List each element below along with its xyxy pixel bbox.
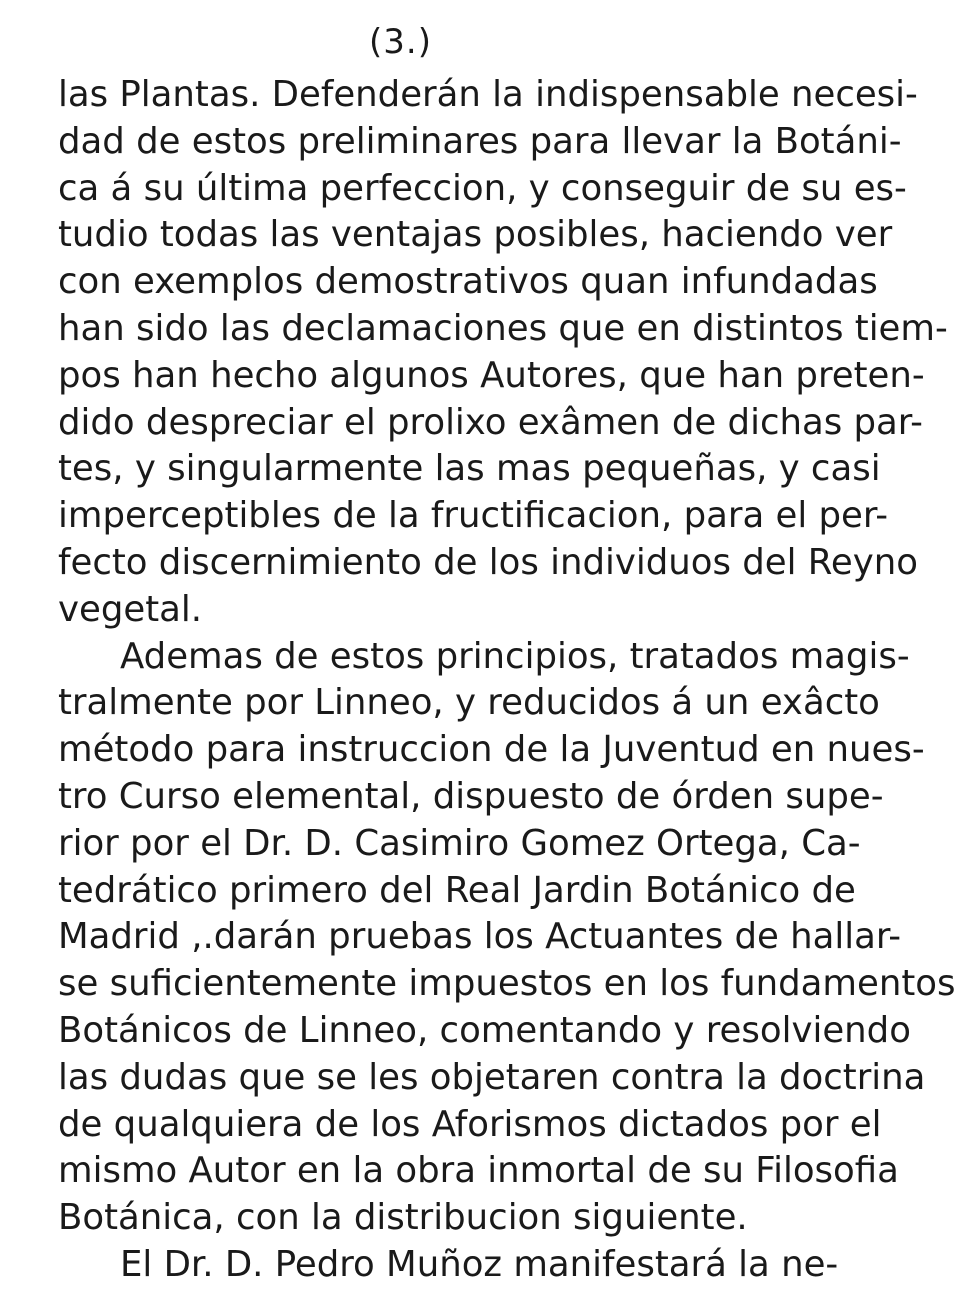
- text-line: tedrático primero del Real Jardin Botánico de: [58, 869, 856, 911]
- text-line: imperceptibles de la fructificacion, para el per-: [58, 495, 889, 537]
- text-line: dido despreciar el prolixo exâmen de dichas par-: [58, 401, 923, 443]
- text-line: tralmente por Linneo, y reducidos á un exâcto: [58, 682, 880, 724]
- text-line: con exemplos demostrativos quan infundadas: [58, 261, 878, 303]
- paragraph-end-line: Botánica, con la distribucion siguiente.: [58, 1197, 748, 1239]
- text-line: rior por el Dr. D. Casimiro Gomez Ortega, Ca-: [58, 822, 861, 864]
- text-line: las Plantas. Defenderán la indispensable necesi-: [58, 74, 918, 115]
- text-line: tro Curso elemental, dispuesto de órden supe-: [58, 775, 884, 817]
- text-line: ca á su última perfeccion, y conseguir de su es-: [58, 167, 907, 209]
- text-line: Botánicos de Linneo, comentando y resolviendo: [58, 1009, 911, 1051]
- text-line: de qualquiera de los Aforismos dictados por el: [58, 1103, 882, 1145]
- text-line: mismo Autor en la obra inmortal de su Filosofia: [58, 1150, 899, 1192]
- text-line: dad de estos preliminares para llevar la Botáni-: [58, 120, 902, 162]
- text-line: método para instruccion de la Juventud en nues-: [58, 729, 925, 771]
- paragraph-end-line: vegetal.: [58, 588, 203, 630]
- text-line: tes, y singularmente las mas pequeñas, y casi: [58, 448, 881, 490]
- paragraph-first-line: El Dr. D. Pedro Muñoz manifestará la ne-: [120, 1243, 839, 1285]
- text-line: pos han hecho algunos Autores, que han preten-: [58, 354, 925, 396]
- body-text: [58, 72, 955, 1289]
- paragraph-first-line: Ademas de estos principios, tratados magis-: [120, 635, 910, 677]
- text-line: han sido las declamaciones que en distintos tiem-: [58, 307, 948, 349]
- text-line: las dudas que se les objetaren contra la doctrina: [58, 1056, 926, 1098]
- text-line: fecto discernimiento de los individuos del Reyno: [58, 541, 918, 583]
- text-line: se suficientemente impuestos en los fundamentos: [58, 963, 955, 1005]
- text-line: Madrid ,.darán pruebas los Actuantes de hallar-: [58, 916, 902, 958]
- text-line: tudio todas las ventajas posibles, haciendo ver: [58, 214, 893, 256]
- page-number: (3.): [369, 22, 432, 62]
